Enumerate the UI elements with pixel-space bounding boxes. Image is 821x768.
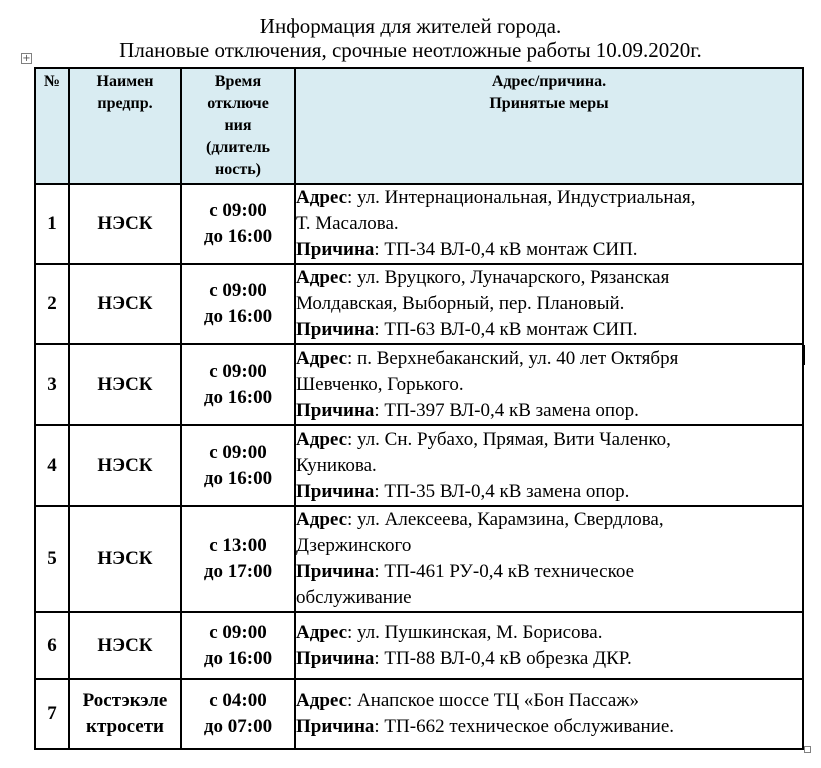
reason-label: Причина: [296, 399, 375, 421]
address-line: Адрес: ул. Вруцкого, Луначарского, Рязанская: [296, 267, 670, 288]
time-cell: [181, 425, 295, 506]
address-cell: [295, 425, 803, 506]
time-from: с 09:00: [209, 280, 267, 301]
title-line-1: Информация для жителей города.: [259, 14, 562, 38]
address-line: Дзержинского: [296, 535, 412, 556]
address-cell: [295, 344, 803, 425]
row-number: 3: [35, 344, 69, 425]
time-cell: [181, 344, 295, 425]
address-label: Адрес: [296, 267, 347, 288]
address-line: Адрес: Анапское шоссе ТЦ «Бон Пассаж»: [296, 690, 639, 711]
table-row: [35, 612, 803, 679]
reason-label: Причина: [296, 239, 375, 260]
header-address: Адрес/причина. Принятые меры: [295, 68, 803, 184]
reason-label: Причина: [296, 480, 375, 502]
reason-label: Причина: [296, 647, 375, 669]
time-to: до 16:00: [203, 386, 273, 408]
address-cell: [295, 264, 803, 344]
row-number: 4: [35, 425, 69, 506]
address-line: Куникова.: [296, 454, 377, 476]
org-cell: [69, 612, 181, 679]
header-time: Время отключе ния (длитель ность): [181, 68, 295, 184]
reason-label: Причина: [296, 716, 375, 737]
address-label: Адрес: [296, 428, 347, 450]
row-number: 6: [35, 612, 69, 679]
address-line: Адрес: ул. Алексеева, Карамзина, Свердлова,: [296, 509, 664, 530]
time-cell: [181, 679, 295, 749]
org-name: НЭСК: [97, 373, 153, 395]
org-name: НЭСК: [97, 634, 153, 656]
org-cell: [69, 425, 181, 506]
time-to: до 16:00: [203, 467, 273, 489]
header-org: Наимен предпр.: [69, 68, 181, 184]
org-cell: [69, 184, 181, 264]
time-to: до 07:00: [203, 716, 273, 737]
outage-table: [34, 67, 804, 750]
table-header-row: [35, 68, 803, 184]
address-line: Адрес: ул. Пушкинская, М. Борисова.: [296, 621, 603, 643]
org-cell: [69, 506, 181, 612]
address-cell: [295, 184, 803, 264]
time-from: с 09:00: [209, 441, 267, 463]
table-row: [35, 425, 803, 506]
address-cell: [295, 679, 803, 749]
time-from: с 09:00: [209, 621, 267, 643]
time-from: с 09:00: [209, 360, 267, 382]
address-label: Адрес: [296, 347, 347, 369]
address-line: Адрес: п. Верхнебаканский, ул. 40 лет Октября: [296, 347, 679, 369]
reason-line: Причина: ТП-34 ВЛ-0,4 кВ монтаж СИП.: [296, 239, 638, 260]
address-cell: [295, 612, 803, 679]
title-line-2: Плановые отключения, срочные неотложные работы 10.09.2020г.: [119, 38, 702, 62]
address-line: Адрес: ул. Интернациональная, Индустриальная,: [296, 187, 696, 208]
page-title: [0, 14, 821, 62]
address-cell: [295, 506, 803, 612]
address-line: Адрес: ул. Сн. Рубахо, Прямая, Вити Чаленко,: [296, 428, 671, 450]
reason-line: Причина: ТП-461 РУ-0,4 кВ техническое: [296, 561, 635, 582]
table-row: [35, 264, 803, 344]
table-resize-handle-icon[interactable]: [804, 746, 811, 753]
org-name: НЭСК: [97, 548, 153, 569]
row-number: 5: [35, 506, 69, 612]
time-cell: [181, 184, 295, 264]
row-number: 7: [35, 679, 69, 749]
time-cell: [181, 264, 295, 344]
org-name: НЭСК: [97, 454, 153, 476]
time-from: с 04:00: [209, 690, 267, 711]
address-label: Адрес: [296, 690, 347, 711]
org-cell: [69, 264, 181, 344]
row-number: 1: [35, 184, 69, 264]
time-to: до 17:00: [203, 561, 273, 582]
org-name-line: ктросети: [86, 716, 164, 737]
address-line: Молдавская, Выборный, пер. Плановый.: [296, 293, 625, 314]
time-cell: [181, 506, 295, 612]
address-label: Адрес: [296, 187, 347, 208]
time-cell: [181, 612, 295, 679]
address-line: Шевченко, Горького.: [296, 373, 464, 395]
time-from: с 09:00: [209, 200, 267, 221]
time-to: до 16:00: [203, 226, 273, 247]
org-name: НЭСК: [97, 213, 153, 234]
table-row: [35, 344, 803, 425]
table-row: [35, 679, 803, 749]
address-label: Адрес: [296, 621, 347, 643]
header-num: №: [35, 68, 69, 184]
time-to: до 16:00: [203, 647, 273, 669]
reason-line: обслуживание: [296, 587, 412, 608]
reason-line: Причина: ТП-63 ВЛ-0,4 кВ монтаж СИП.: [296, 319, 638, 340]
reason-line: Причина: ТП-35 ВЛ-0,4 кВ замена опор.: [296, 480, 630, 502]
address-label: Адрес: [296, 509, 347, 530]
org-cell: [69, 344, 181, 425]
table-row: [35, 184, 803, 264]
reason-line: Причина: ТП-88 ВЛ-0,4 кВ обрезка ДКР.: [296, 647, 632, 669]
org-name-line: Ростэкэле: [82, 690, 168, 711]
table-move-handle-icon[interactable]: +: [22, 53, 31, 64]
reason-line: Причина: ТП-397 ВЛ-0,4 кВ замена опор.: [296, 399, 639, 421]
org-cell: [69, 679, 181, 749]
org-name: НЭСК: [97, 293, 153, 314]
reason-label: Причина: [296, 319, 375, 340]
reason-label: Причина: [296, 561, 375, 582]
table-row: [35, 506, 803, 612]
time-to: до 16:00: [203, 306, 273, 327]
time-from: с 13:00: [209, 535, 267, 556]
address-line: Т. Масалова.: [296, 213, 399, 234]
reason-line: Причина: ТП-662 техническое обслуживание.: [296, 716, 675, 737]
row-number: 2: [35, 264, 69, 344]
